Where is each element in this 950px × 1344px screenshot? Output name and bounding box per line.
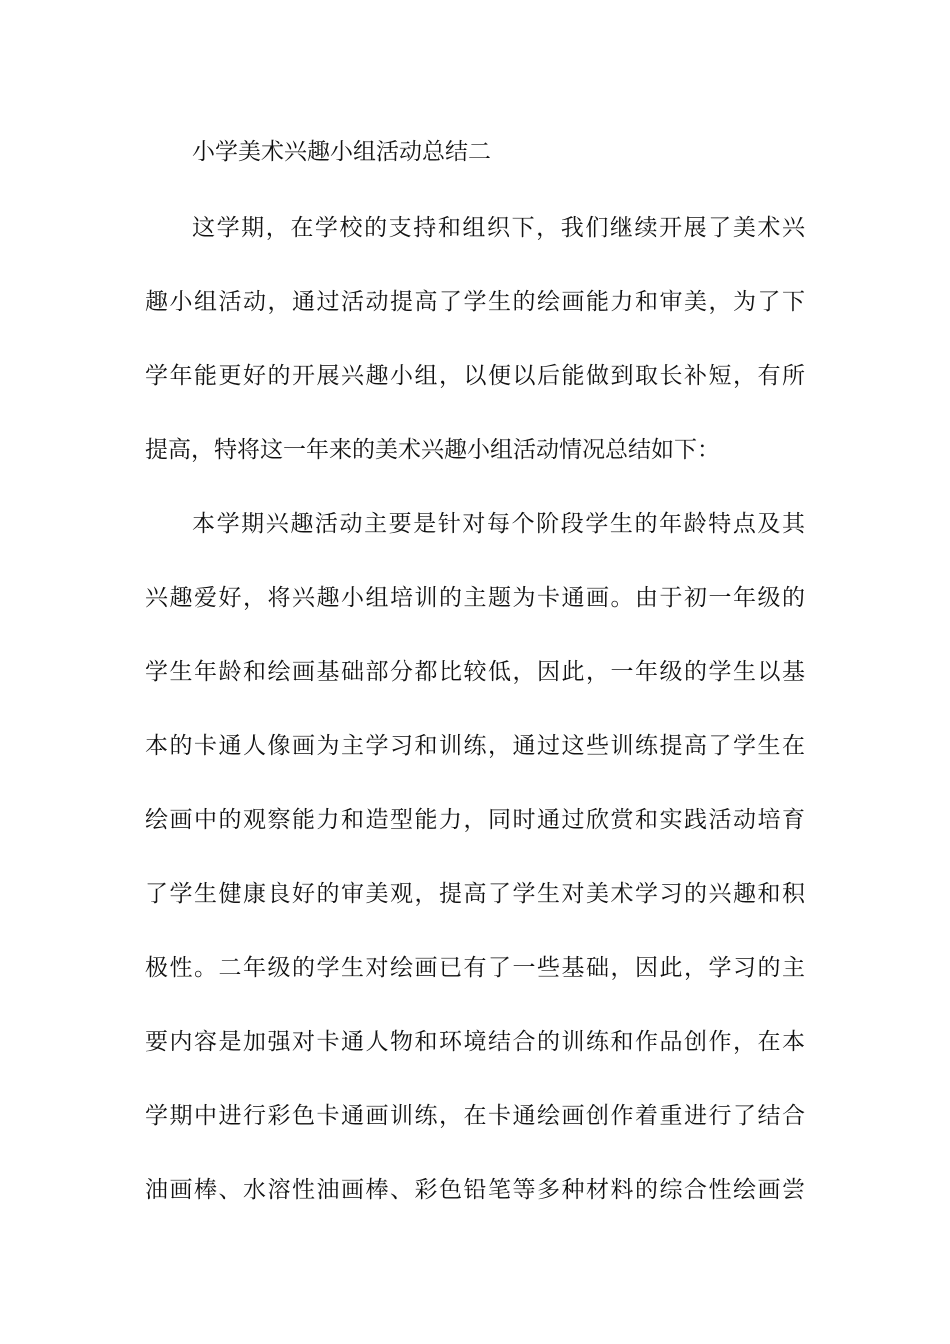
paragraph-line: 了学生健康良好的审美观，提高了学生对美术学习的兴趣和积 [145, 881, 805, 907]
paragraph-line: 这学期，在学校的支持和组织下，我们继续开展了美术兴 [192, 215, 805, 241]
document-title: 小学美术兴趣小组活动总结二 [192, 139, 491, 165]
paragraph-line: 兴趣爱好，将兴趣小组培训的主题为卡通画。由于初一年级的 [145, 585, 805, 611]
paragraph-line: 学期中进行彩色卡通画训练，在卡通绘画创作着重进行了结合 [145, 1103, 805, 1129]
paragraph-line: 绘画中的观察能力和造型能力，同时通过欣赏和实践活动培育 [145, 807, 805, 833]
paragraph-line: 提高，特将这一年来的美术兴趣小组活动情况总结如下： [145, 437, 720, 463]
paragraph-line: 学年能更好的开展兴趣小组，以便以后能做到取长补短，有所 [145, 363, 805, 389]
paragraph-line: 本的卡通人像画为主学习和训练，通过这些训练提高了学生在 [145, 733, 805, 759]
paragraph-line: 趣小组活动，通过活动提高了学生的绘画能力和审美，为了下 [145, 289, 805, 315]
paragraph-line: 本学期兴趣活动主要是针对每个阶段学生的年龄特点及其 [192, 511, 805, 537]
paragraph-line: 油画棒、水溶性油画棒、彩色铅笔等多种材料的综合性绘画尝 [145, 1177, 805, 1203]
paragraph-line: 极性。二年级的学生对绘画已有了一些基础，因此，学习的主 [145, 955, 805, 981]
paragraph-line: 学生年龄和绘画基础部分都比较低，因此，一年级的学生以基 [145, 659, 805, 685]
paragraph-line: 要内容是加强对卡通人物和环境结合的训练和作品创作，在本 [145, 1029, 805, 1055]
